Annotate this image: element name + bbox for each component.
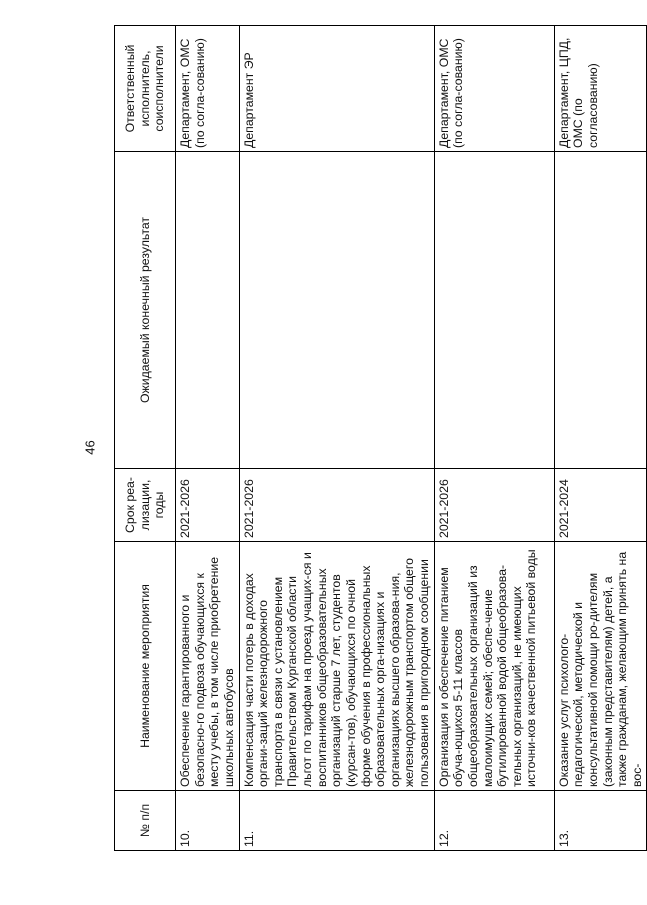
row-name: Оказание услуг психолого-педагогической, методической и консультативной помощи ро-дителям (законным представителям) детей, а также гражданам, желающим принять на вос-: [554, 542, 647, 791]
header-result: Ожидаемый конечный результат: [115, 152, 176, 469]
header-term: Срок реа-лизации, годы: [115, 469, 176, 542]
row-num: 12.: [434, 791, 554, 851]
row-responsible: Департамент ЭР: [239, 26, 434, 152]
row-responsible: Департамент, ОМС (по согла-сованию): [176, 26, 240, 152]
header-responsible: Ответственный исполнитель, соисполнители: [115, 26, 176, 152]
row-term: 2021-2024: [554, 469, 647, 542]
header-name: Наименование мероприятия: [115, 542, 176, 791]
header-num: № п/п: [115, 791, 176, 851]
row-result: [176, 152, 240, 469]
table-row: [176, 26, 240, 851]
rotated-table-container: [114, 37, 644, 851]
row-responsible: Департамент, ОМС (по согла-сованию): [434, 26, 554, 152]
table-header-row: [115, 26, 176, 851]
row-term: 2021-2026: [239, 469, 434, 542]
row-result: [554, 152, 647, 469]
table-row: [239, 26, 434, 851]
row-term: 2021-2026: [434, 469, 554, 542]
row-result: [434, 152, 554, 469]
row-num: 13.: [554, 791, 647, 851]
row-name: Обеспечение гарантированного и безопасно-го подвоза обучающихся к месту учебы, в том числе приобретение школьных автобусов: [176, 542, 240, 791]
row-name: Организация и обеспечение питанием обуча-ющихся 5-11 классов общеобразовательных организаций из малоимущих семей; обеспе-чение бутилированной водой общеобразова-тельных организаций, не имеющих источни-ков качественной питьевой воды: [434, 542, 554, 791]
page-number: 46: [82, 440, 98, 455]
row-num: 10.: [176, 791, 240, 851]
row-num: 11.: [239, 791, 434, 851]
row-responsible: Департамент, ЦПД, ОМС (по согласованию): [554, 26, 647, 152]
row-result: [239, 152, 434, 469]
activities-table: [114, 25, 647, 851]
row-name: Компенсация части потерь в доходах органи-заций железнодорожного транспорта в связи с установлением Правительством Курганской области льгот по тарифам на проезд учащих-ся и воспитанников общеобразовательных организаций старше 7 лет, студентов (курсан-тов), обучающихся по очной форме обучения в профессиональных образовательных орга-низациях и организациях высшего образова-ния, железнодорожным транспортом общего пользования в пригородном сообщении: [239, 542, 434, 791]
table-row: [554, 26, 647, 851]
table-row: [434, 26, 554, 851]
row-term: 2021-2026: [176, 469, 240, 542]
